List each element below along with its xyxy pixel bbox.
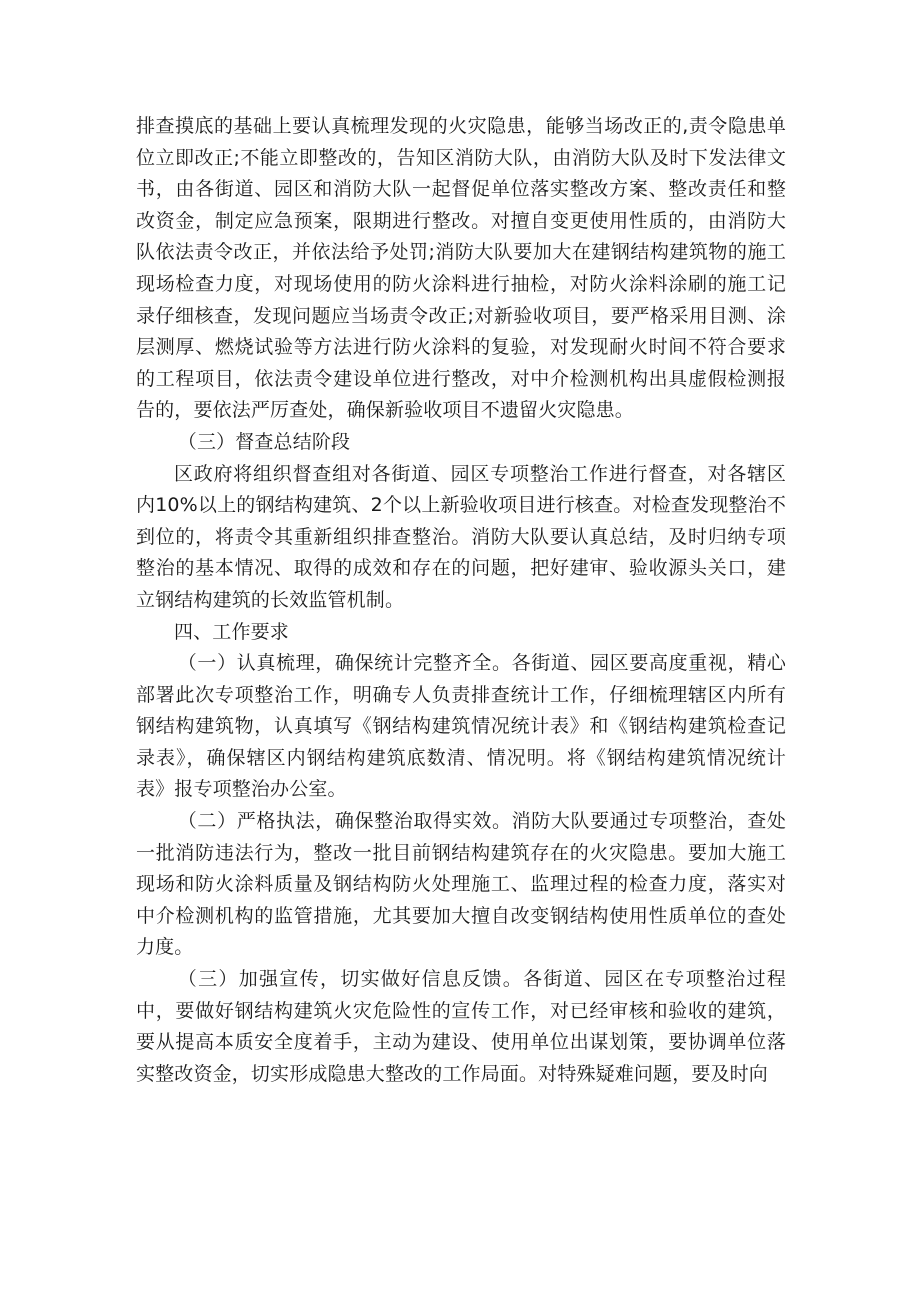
paragraph-requirement-1: （一）认真梳理，确保统计完整齐全。各街道、园区要高度重视，精心部署此次专项整治工作，明确专人负责排查统计工作，仔细梳理辖区内所有钢结构建筑物，认真填写《钢结构建筑情况统计表》和《钢结构建筑检查记录表》，确保辖区内钢结构建筑底数清、情况明。将《钢结构建筑情况统计表》报专项整治办公室。 [136,652,786,801]
paragraph-requirement-3: （三）加强宣传，切实做好信息反馈。各街道、园区在专项整治过程中，要做好钢结构建筑火灾危险性的宣传工作，对已经审核和验收的建筑，要从提高本质安全度着手，主动为建设、使用单位出谋划策，要协调单位落实整改资金，切实形成隐患大整改的工作局面。对特殊疑难问题，要及时向 [136,968,786,1085]
heading-work-requirements: 四、工作要求 [174,620,289,643]
paragraph-hazard-rectification: 排查摸底的基础上要认真梳理发现的火灾隐患，能够当场改正的,责令隐患单位立即改正;不能立即整改的，告知区消防大队，由消防大队及时下发法律文书，由各街道、园区和消防大队一起督促单位落实整改方案、整改责任和整改资金，制定应急预案，限期进行整改。对擅自变更使用性质的，由消防大队依法责令改正，并依法给予处罚;消防大队要加大在建钢结构建筑物的施工现场检查力度，对现场使用的防火涂料进行抽检，对防火涂料涂刷的施工记录仔细核查，发现问题应当场责令改正;对新验收项目，要严格采用目测、涂层测厚、燃烧试验等方法进行防火涂料的复验，对发现耐火时间不符合要求的工程项目，依法责令建设单位进行整改，对中介检测机构出具虚假检测报告的，要依法严厉查处，确保新验收项目不遗留火灾隐患。 [136,115,786,422]
paragraph-requirement-2: （二）严格执法，确保整治取得实效。消防大队要通过专项整治，查处一批消防违法行为，整改一批目前钢结构建筑存在的火灾隐患。要加大施工现场和防火涂料质量及钢结构防火处理施工、监理过程的检查力度，落实对中介检测机构的监管措施，尤其要加大擅自改变钢结构使用性质单位的查处力度。 [136,810,786,959]
document-body [136,111,786,1090]
heading-supervision-summary-stage: （三）督查总结阶段 [177,430,351,453]
paragraph-supervision-summary: 区政府将组织督查组对各街道、园区专项整治工作进行督查，对各辖区内10%以上的钢结构建筑、2个以上新验收项目进行核查。对检查发现整治不到位的，将责令其重新组织排查整治。消防大队要认真总结，及时归纳专项整治的基本情况、取得的成效和存在的问题，把好建审、验收源头关口，建立钢结构建筑的长效监管机制。 [136,462,786,611]
